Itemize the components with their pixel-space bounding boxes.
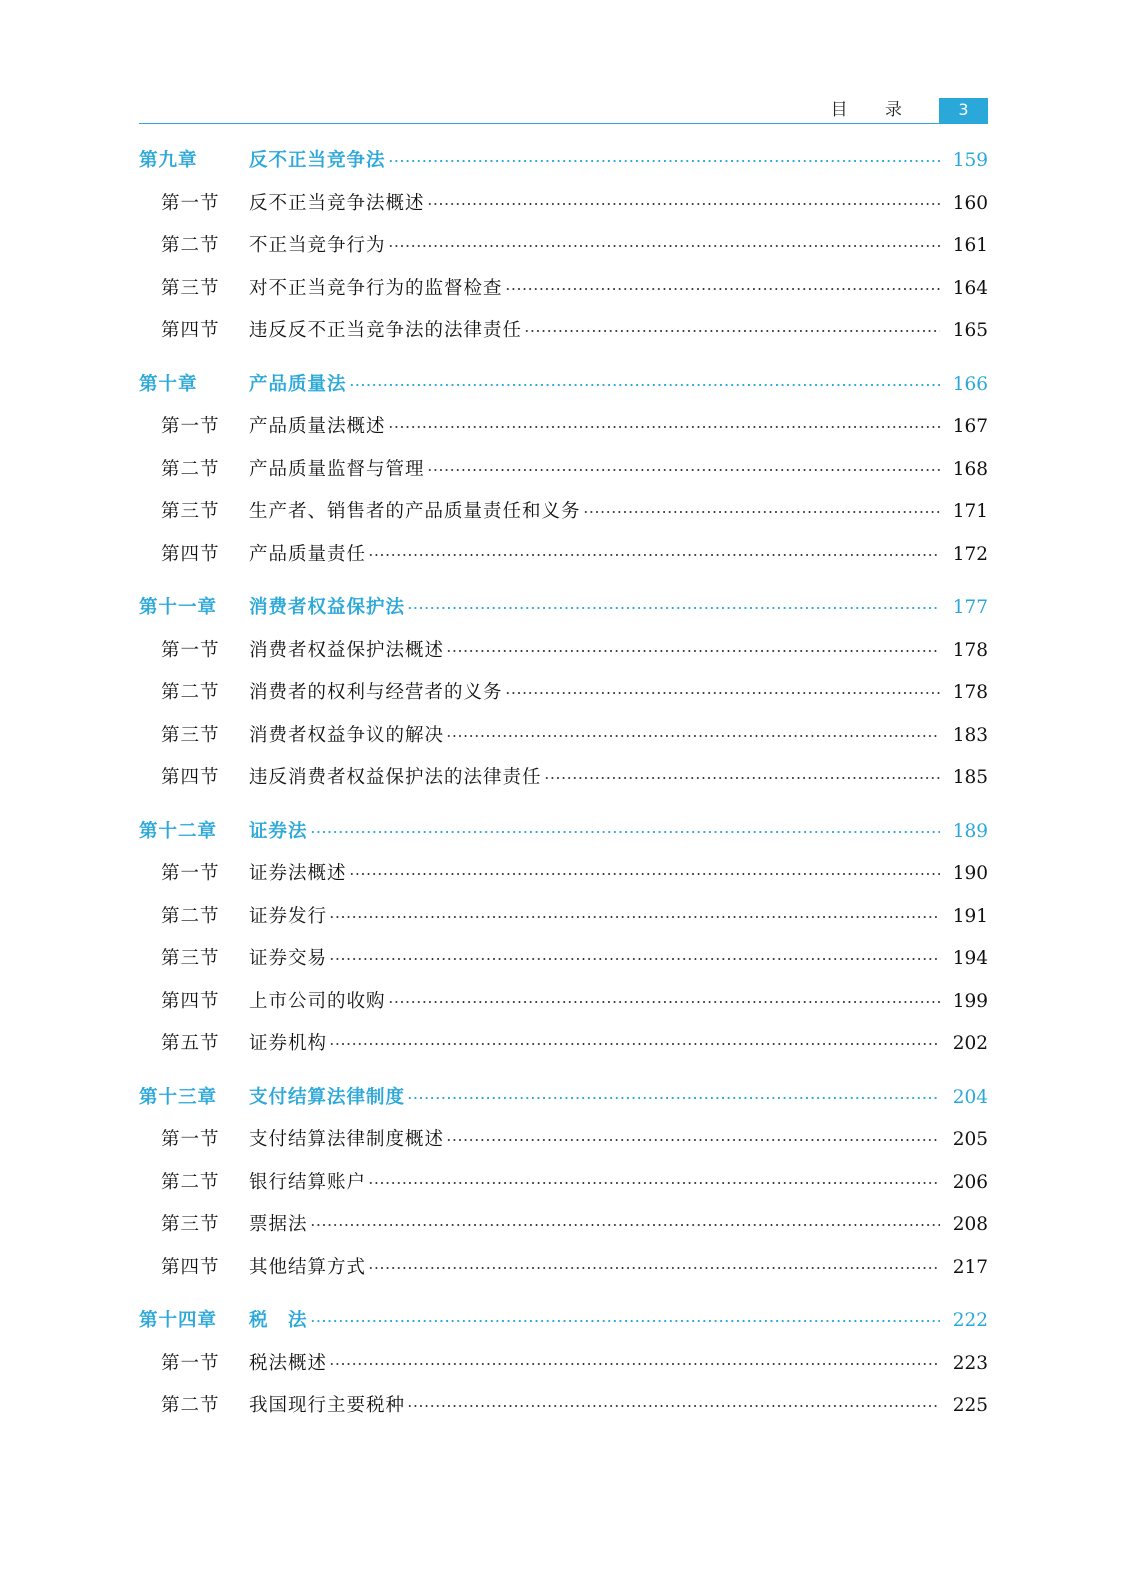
chapter-title: 支付结算法律制度 <box>249 1086 406 1108</box>
dot-leader <box>446 1139 940 1141</box>
dot-leader <box>329 958 940 960</box>
chapter-entry[interactable] <box>139 140 988 183</box>
section-entry[interactable] <box>139 1247 988 1290</box>
page-header <box>139 98 988 124</box>
section-page: 178 <box>952 639 988 661</box>
dot-leader <box>544 777 940 779</box>
dot-leader <box>427 469 940 471</box>
section-page: 167 <box>952 416 988 437</box>
chapter-block <box>139 1300 988 1428</box>
section-number: 第一节 <box>161 863 220 884</box>
section-title: 消费者权益争议的解决 <box>249 724 445 746</box>
header-label: 目 录 <box>830 100 918 120</box>
section-title: 我国现行主要税种 <box>249 1395 406 1416</box>
section-page: 191 <box>952 905 988 927</box>
chapter-title: 反不正当竞争法 <box>249 150 386 171</box>
section-page: 161 <box>952 235 988 256</box>
section-title: 其他结算方式 <box>249 1256 367 1278</box>
chapter-page: 204 <box>952 1086 988 1108</box>
section-number: 第二节 <box>161 682 220 703</box>
section-number: 第一节 <box>161 1129 220 1150</box>
section-number: 第二节 <box>161 905 220 927</box>
section-title: 不正当竞争行为 <box>249 235 386 256</box>
section-page: 178 <box>952 682 988 703</box>
section-entry[interactable] <box>139 406 988 449</box>
section-page: 185 <box>952 767 988 788</box>
dot-leader <box>310 1320 940 1322</box>
section-title: 上市公司的收购 <box>249 990 386 1012</box>
chapter-page: 166 <box>952 373 988 395</box>
section-number: 第三节 <box>161 948 220 969</box>
section-number: 第三节 <box>161 501 220 522</box>
dot-leader <box>505 692 940 694</box>
chapter-entry[interactable] <box>139 587 988 630</box>
chapter-title: 证券法 <box>249 820 308 842</box>
section-title: 违反反不正当竞争法的法律责任 <box>249 320 523 341</box>
section-entry[interactable] <box>139 534 988 577</box>
section-page: 194 <box>952 948 988 969</box>
section-page: 164 <box>952 277 988 299</box>
section-page: 199 <box>952 990 988 1012</box>
dot-leader <box>407 1097 940 1099</box>
dot-leader <box>446 650 940 652</box>
section-title: 产品质量法概述 <box>249 416 386 437</box>
dot-leader <box>388 426 940 428</box>
section-page: 223 <box>952 1352 988 1374</box>
section-page: 171 <box>952 501 988 522</box>
section-page: 172 <box>952 543 988 565</box>
dot-leader <box>310 831 940 833</box>
section-entry[interactable] <box>139 938 988 981</box>
chapter-page: 177 <box>952 597 988 618</box>
section-entry[interactable] <box>139 1162 988 1205</box>
section-title: 证券法概述 <box>249 863 347 884</box>
chapter-number: 第九章 <box>139 150 198 171</box>
chapter-title: 税 法 <box>249 1310 308 1331</box>
chapter-number: 第十四章 <box>139 1310 218 1331</box>
dot-leader <box>368 554 940 556</box>
dot-leader <box>505 288 940 290</box>
dot-leader <box>407 607 940 609</box>
section-entry[interactable] <box>139 981 988 1024</box>
section-title: 银行结算账户 <box>249 1171 367 1193</box>
section-page: 183 <box>952 724 988 746</box>
section-page: 202 <box>952 1033 988 1054</box>
dot-leader <box>388 160 940 162</box>
chapter-block <box>139 811 988 1066</box>
section-page: 208 <box>952 1214 988 1235</box>
section-number: 第二节 <box>161 458 220 480</box>
section-entry[interactable] <box>139 1385 988 1428</box>
dot-leader <box>329 1043 940 1045</box>
section-entry[interactable] <box>139 491 988 534</box>
chapter-entry[interactable] <box>139 1077 988 1120</box>
table-of-contents <box>139 140 988 1439</box>
chapter-number: 第十二章 <box>139 820 218 842</box>
section-title: 证券交易 <box>249 948 328 969</box>
section-entry[interactable] <box>139 672 988 715</box>
section-number: 第四节 <box>161 320 220 341</box>
header-page-number: 3 <box>939 98 988 123</box>
section-title: 消费者权益保护法概述 <box>249 639 445 661</box>
section-entry[interactable] <box>139 310 988 353</box>
dot-leader <box>368 1267 940 1269</box>
section-page: 168 <box>952 458 988 480</box>
section-entry[interactable] <box>139 268 988 311</box>
section-title: 票据法 <box>249 1214 308 1235</box>
section-number: 第二节 <box>161 1171 220 1193</box>
chapter-block <box>139 364 988 577</box>
dot-leader <box>388 1001 940 1003</box>
dot-leader <box>427 203 940 205</box>
chapter-page: 222 <box>952 1310 988 1331</box>
dot-leader <box>388 245 940 247</box>
chapter-block <box>139 140 988 353</box>
section-number: 第四节 <box>161 1256 220 1278</box>
section-entry[interactable] <box>139 1119 988 1162</box>
section-entry[interactable] <box>139 630 988 673</box>
section-page: 205 <box>952 1129 988 1150</box>
section-number: 第三节 <box>161 724 220 746</box>
section-page: 217 <box>952 1256 988 1278</box>
section-entry[interactable] <box>139 853 988 896</box>
section-entry[interactable] <box>139 896 988 939</box>
section-number: 第四节 <box>161 543 220 565</box>
section-entry[interactable] <box>139 757 988 800</box>
dot-leader <box>349 873 940 875</box>
section-title: 证券机构 <box>249 1033 328 1054</box>
dot-leader <box>407 1405 940 1407</box>
chapter-number: 第十章 <box>139 373 198 395</box>
dot-leader <box>524 330 940 332</box>
section-title: 违反消费者权益保护法的法律责任 <box>249 767 542 788</box>
section-number: 第二节 <box>161 235 220 256</box>
section-entry[interactable] <box>139 449 988 492</box>
section-page: 190 <box>952 863 988 884</box>
dot-leader <box>446 735 940 737</box>
section-number: 第一节 <box>161 192 220 214</box>
section-title: 支付结算法律制度概述 <box>249 1129 445 1150</box>
section-entry[interactable] <box>139 715 988 758</box>
section-number: 第一节 <box>161 416 220 437</box>
chapter-number: 第十三章 <box>139 1086 218 1108</box>
chapter-title: 产品质量法 <box>249 373 347 395</box>
dot-leader <box>368 1182 940 1184</box>
dot-leader <box>329 1363 940 1365</box>
section-number: 第二节 <box>161 1395 220 1416</box>
dot-leader <box>349 384 940 386</box>
chapter-title: 消费者权益保护法 <box>249 597 406 618</box>
section-number: 第四节 <box>161 990 220 1012</box>
chapter-entry[interactable] <box>139 1300 988 1343</box>
section-entry[interactable] <box>139 183 988 226</box>
section-entry[interactable] <box>139 1204 988 1247</box>
section-title: 证券发行 <box>249 905 328 927</box>
section-title: 税法概述 <box>249 1352 328 1374</box>
section-page: 165 <box>952 320 988 341</box>
chapter-entry[interactable] <box>139 811 988 854</box>
chapter-entry[interactable] <box>139 364 988 407</box>
chapter-page: 189 <box>952 820 988 842</box>
section-title: 产品质量监督与管理 <box>249 458 425 480</box>
section-entry[interactable] <box>139 1343 988 1386</box>
section-title: 对不正当竞争行为的监督检查 <box>249 277 503 299</box>
dot-leader <box>329 916 940 918</box>
section-entry[interactable] <box>139 225 988 268</box>
dot-leader <box>583 511 940 513</box>
section-page: 225 <box>952 1395 988 1416</box>
section-title: 消费者的权利与经营者的义务 <box>249 682 503 703</box>
section-number: 第三节 <box>161 1214 220 1235</box>
section-page: 206 <box>952 1171 988 1193</box>
chapter-page: 159 <box>952 150 988 171</box>
section-title: 反不正当竞争法概述 <box>249 192 425 214</box>
chapter-block <box>139 587 988 800</box>
dot-leader <box>310 1224 940 1226</box>
section-number: 第一节 <box>161 639 220 661</box>
section-number: 第五节 <box>161 1033 220 1054</box>
section-title: 生产者、销售者的产品质量责任和义务 <box>249 501 581 522</box>
section-page: 160 <box>952 192 988 214</box>
section-number: 第三节 <box>161 277 220 299</box>
chapter-block <box>139 1077 988 1290</box>
section-number: 第四节 <box>161 767 220 788</box>
section-title: 产品质量责任 <box>249 543 367 565</box>
section-entry[interactable] <box>139 1023 988 1066</box>
chapter-number: 第十一章 <box>139 597 218 618</box>
section-number: 第一节 <box>161 1352 220 1374</box>
